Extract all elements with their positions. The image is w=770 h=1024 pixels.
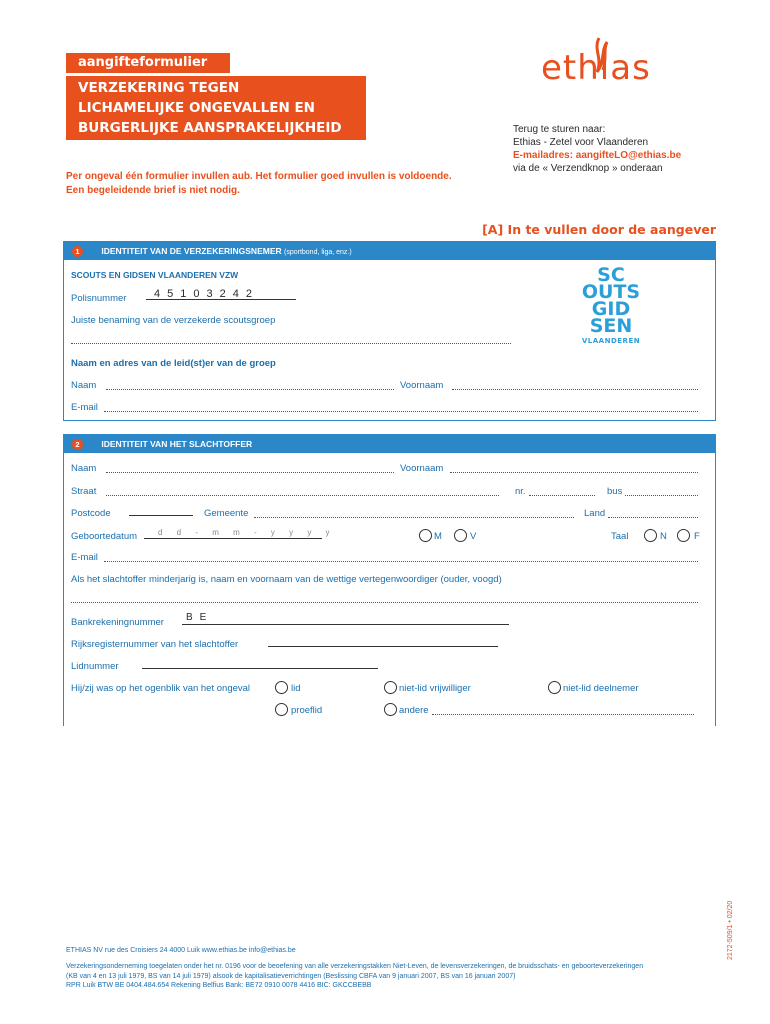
land-label: Land	[584, 508, 606, 519]
gender-v-label: V	[470, 531, 477, 542]
taal-f-radio[interactable]	[677, 529, 690, 542]
geboortedatum-label: Geboortedatum	[71, 531, 138, 542]
scouts-logo-line-3: GID	[591, 298, 631, 320]
section-2-title: IDENTITEIT VAN HET SLACHTOFFER	[101, 439, 253, 449]
footer-legal-line-1: Verzekeringsonderneming toegelaten onder het nr. 0196 voor de beoefening van alle verzekeringstakken Niet-Leven, de levensverzekeringen, de bruidsschats- en geboorteverzekeringen	[66, 963, 644, 970]
status-nietlid-deelnemer-label: niet-lid deelnemer	[563, 683, 639, 694]
gender-m-radio[interactable]	[419, 529, 432, 542]
postcode-field[interactable]	[129, 510, 193, 516]
group-name-field[interactable]	[71, 343, 511, 344]
bank-label: Bankrekeningnummer	[71, 617, 164, 628]
status-nietlid-vrijwilliger-label: niet-lid vrijwilliger	[399, 683, 471, 694]
nr-field[interactable]	[529, 495, 595, 496]
gender-v-radio[interactable]	[454, 529, 467, 542]
bus-field[interactable]	[625, 495, 698, 496]
form-title-line-1: VERZEKERING TEGEN	[78, 80, 240, 96]
status-andere-label: andere	[399, 705, 429, 716]
bank-account-field[interactable]	[182, 619, 509, 625]
form-title-line-3: BURGERLIJKE AANSPRAKELIJKHEID	[78, 120, 342, 136]
status-nietlid-deelnemer-radio[interactable]	[548, 681, 561, 694]
footer-legal-line-3: RPR Luik BTW BE 0404.484.654 Rekening Belfius Bank: BE72 0910 0078 4416 BIC: GKCCBEBB	[66, 982, 372, 989]
status-lid-label: lid	[291, 683, 301, 694]
policy-label: Polisnummer	[71, 293, 127, 304]
leader-voornaam-field[interactable]	[452, 389, 698, 390]
victim-naam-field[interactable]	[106, 472, 394, 473]
leader-naam-label: Naam	[71, 380, 97, 391]
section-a-heading: [A] In te vullen door de aangever	[482, 222, 716, 237]
footer-address: ETHIAS NV rue des Croisiers 24 4000 Luik www.ethias.be info@ethias.be	[66, 947, 296, 954]
return-line-1: Terug te sturen naar:	[513, 124, 606, 135]
org-name: SCOUTS EN GIDSEN VLAANDEREN VZW	[71, 270, 239, 280]
scouts-logo-line-4: SEN	[589, 315, 633, 337]
leader-voornaam-label: Voornaam	[400, 380, 444, 391]
representative-field[interactable]	[71, 602, 698, 603]
status-andere-radio[interactable]	[384, 703, 397, 716]
bank-prefix: BE	[186, 612, 214, 623]
bus-label: bus	[607, 486, 623, 497]
section-2-panel	[63, 434, 716, 726]
form-title-line-2: LICHAMELIJKE ONGEVALLEN EN	[78, 100, 315, 116]
status-lid-radio[interactable]	[275, 681, 288, 694]
section-1-panel	[63, 241, 716, 421]
section-1-title: IDENTITEIT VAN DE VERZEKERINGSNEMER	[101, 246, 282, 256]
status-nietlid-vrijwilliger-radio[interactable]	[384, 681, 397, 694]
gender-m-label: M	[434, 531, 442, 542]
taal-n-radio[interactable]	[644, 529, 657, 542]
policy-number-value: 45103242	[154, 288, 259, 300]
ethias-logo-text: ethias	[541, 48, 651, 88]
lidnummer-label: Lidnummer	[71, 661, 119, 672]
gemeente-label: Gemeente	[204, 508, 249, 519]
postcode-label: Postcode	[71, 508, 111, 519]
straat-field[interactable]	[106, 495, 499, 496]
section-1-header	[64, 242, 715, 260]
leader-email-label: E-mail	[71, 402, 98, 413]
form-title	[66, 76, 366, 140]
gemeente-field[interactable]	[254, 517, 574, 518]
form-reference-code: 2172-509/1 • 02/20	[727, 900, 734, 960]
leader-email-field[interactable]	[104, 411, 698, 412]
victim-email-label: E-mail	[71, 552, 98, 563]
geboortedatum-placeholder: d d - m m - y y y y	[158, 528, 336, 537]
leader-heading: Naam en adres van de leid(st)er van de groep	[71, 358, 276, 369]
victim-naam-label: Naam	[71, 463, 97, 474]
form-type-label: aangifteformulier	[66, 53, 230, 73]
nr-label: nr.	[515, 486, 526, 497]
victim-email-field[interactable]	[104, 561, 698, 562]
lidnummer-field[interactable]	[142, 663, 378, 669]
section-1-number: 1	[72, 246, 83, 257]
section-2-header	[64, 435, 715, 453]
footer-legal-line-2: (KB van 4 en 13 juli 1979, BS van 14 juli 1979) alsook de kapitalisatieverrichtingen (Beslissing CBFA van 9 januari 2007, BS van 16 januari 2007)	[66, 972, 516, 980]
intro-text	[66, 170, 452, 198]
return-email: E-mailadres: aangifteLO@ethias.be	[513, 150, 682, 161]
intro-line-1: Per ongeval één formulier invullen aub. Het formulier goed invullen is voldoende.	[66, 171, 452, 182]
scouts-logo-subtitle: VLAANDEREN	[581, 337, 641, 345]
status-proeflid-radio[interactable]	[275, 703, 288, 716]
return-address	[513, 123, 681, 175]
straat-label: Straat	[71, 486, 97, 497]
return-line-2: Ethias - Zetel voor Vlaanderen	[513, 137, 649, 148]
group-name-label: Juiste benaming van de verzekerde scoutsgroep	[71, 315, 276, 326]
scouts-gidsen-logo	[581, 264, 641, 357]
minor-note: Als het slachtoffer minderjarig is, naam en voornaam van de wettige vertegenwoordiger (ouder, voogd)	[71, 574, 502, 585]
status-label: Hij/zij was op het ogenblik van het ongeval	[71, 683, 251, 694]
section-1-title-sub: (sportbond, liga, enz.)	[284, 249, 352, 256]
status-proeflid-label: proeflid	[291, 705, 323, 716]
victim-voornaam-field[interactable]	[450, 472, 698, 473]
victim-voornaam-label: Voornaam	[400, 463, 444, 474]
section-2-number: 2	[72, 439, 83, 450]
intro-line-2: Een begeleidende brief is niet nodig.	[66, 185, 240, 196]
rijksregister-field[interactable]	[268, 641, 498, 647]
status-andere-field[interactable]	[432, 714, 694, 715]
taal-label: Taal	[611, 531, 629, 542]
rijksregister-label: Rijksregisternummer van het slachtoffer	[71, 639, 239, 650]
scouts-logo-line-1: SC	[597, 264, 625, 286]
land-field[interactable]	[608, 517, 698, 518]
scouts-logo-line-2: OUTS	[581, 281, 641, 303]
footer-legal	[66, 962, 706, 991]
taal-n-label: N	[660, 531, 667, 542]
taal-f-label: F	[694, 531, 700, 542]
return-line-4: via de « Verzendknop » onderaan	[513, 163, 663, 174]
ethias-logo	[541, 36, 666, 96]
leader-naam-field[interactable]	[106, 389, 394, 390]
